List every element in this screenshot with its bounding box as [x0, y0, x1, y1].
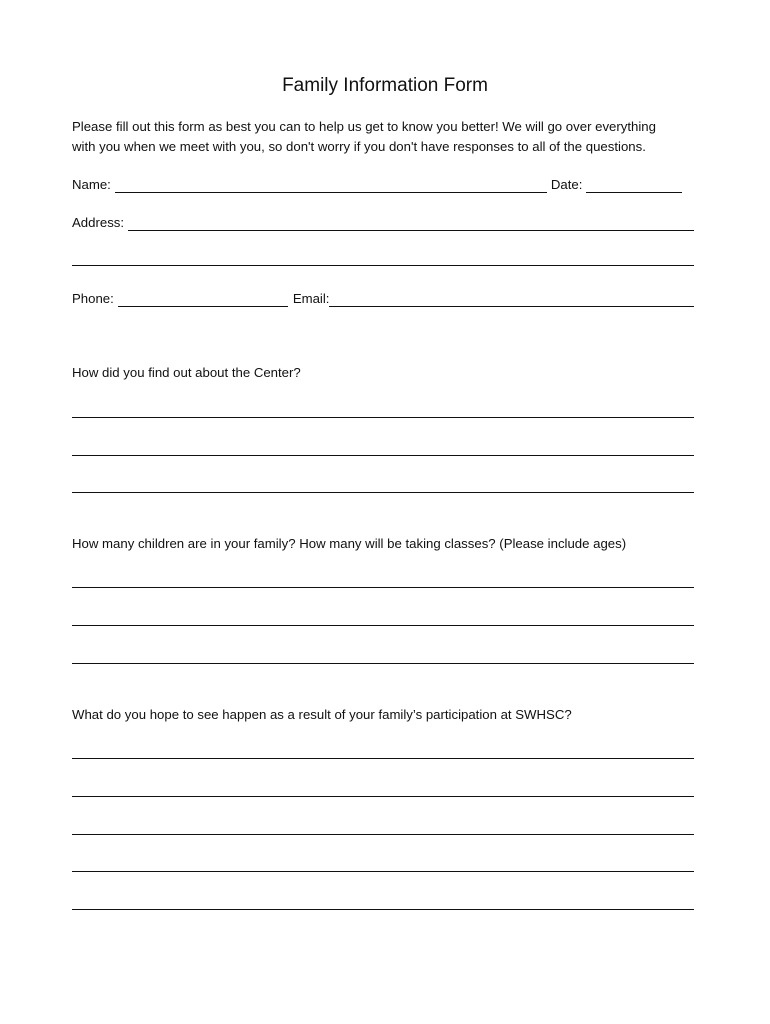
address-label: Address:: [72, 215, 125, 230]
answer-line[interactable]: [72, 796, 694, 797]
intro-text: [72, 117, 702, 157]
answer-line[interactable]: [72, 492, 694, 493]
phone-label: Phone:: [72, 291, 114, 306]
email-label: Email:: [292, 291, 330, 306]
date-label: Date:: [550, 177, 583, 192]
name-field[interactable]: [115, 178, 547, 193]
address-row: [72, 211, 694, 231]
answer-line[interactable]: [72, 871, 694, 872]
intro-line-1: Please fill out this form as best you can to help us get to know you better! We will go over everything: [72, 119, 656, 134]
question-1: How did you find out about the Center?: [72, 365, 301, 380]
page-title: Family Information Form: [282, 75, 488, 96]
question-3: What do you hope to see happen as a result of your family’s participation at SWHSC?: [72, 707, 572, 722]
answer-line[interactable]: [72, 587, 694, 588]
answer-line[interactable]: [72, 625, 694, 626]
question-2: How many children are in your family? How many will be taking classes? (Please include ages): [72, 536, 627, 551]
address-field[interactable]: [128, 216, 694, 231]
answer-line[interactable]: [72, 758, 694, 759]
answer-line[interactable]: [72, 834, 694, 835]
answer-line[interactable]: [72, 663, 694, 664]
answer-line[interactable]: [72, 909, 694, 910]
answer-line[interactable]: [72, 455, 694, 456]
phone-email-row: [72, 287, 694, 307]
name-label: Name:: [72, 177, 111, 192]
name-date-row: [72, 173, 694, 193]
answer-line[interactable]: [72, 417, 694, 418]
intro-line-2: with you when we meet with you, so don't worry if you don't have responses to all of the questions.: [72, 139, 646, 154]
address-field-line-2[interactable]: [72, 265, 694, 266]
date-field[interactable]: [586, 178, 682, 193]
email-field[interactable]: [329, 292, 694, 307]
phone-field[interactable]: [118, 292, 288, 307]
